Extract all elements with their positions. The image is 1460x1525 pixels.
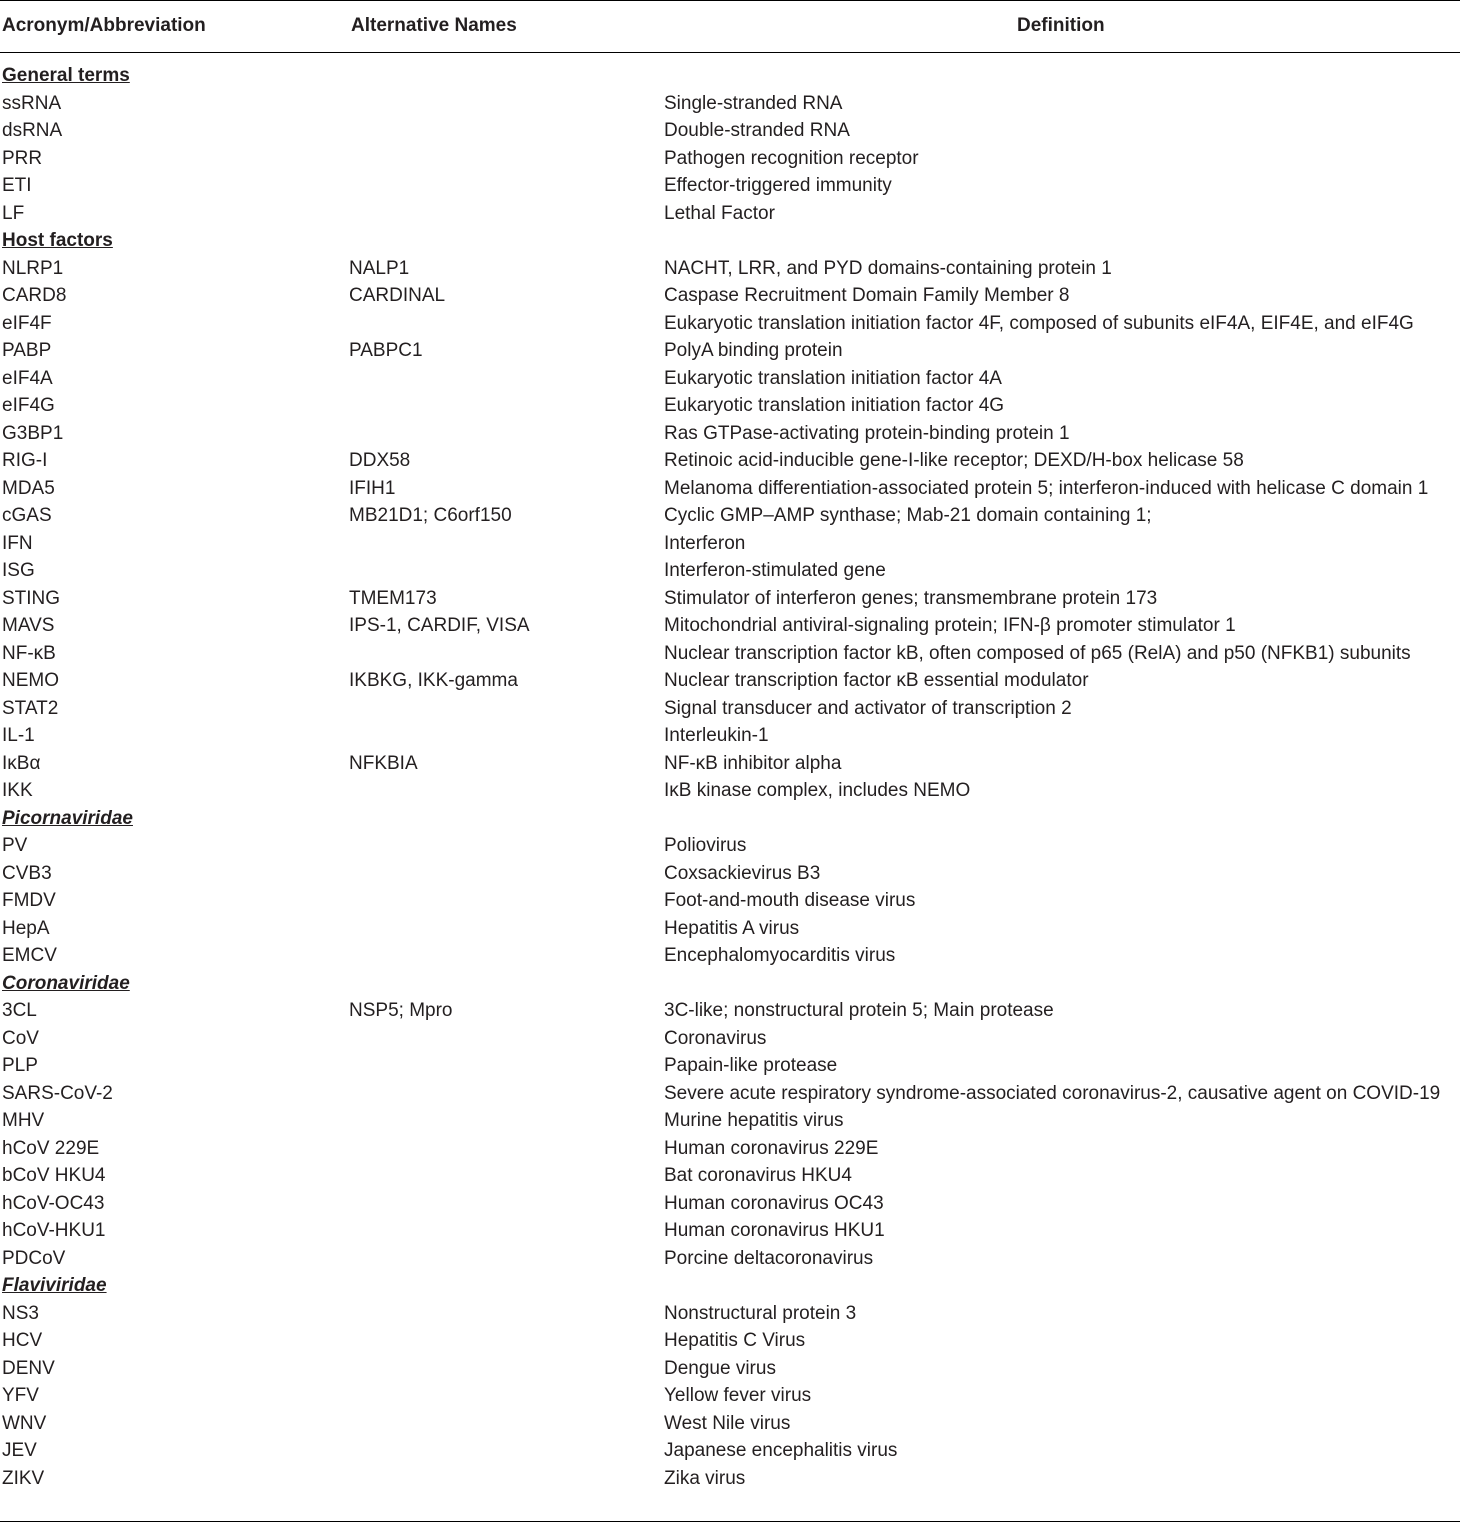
section-heading: General terms bbox=[2, 65, 130, 86]
section-heading: Coronaviridae bbox=[2, 972, 130, 994]
table-row bbox=[0, 915, 1460, 943]
definition-cell: Japanese encephalitis virus bbox=[664, 1440, 898, 1461]
definition-cell: West Nile virus bbox=[664, 1412, 791, 1434]
acronym-cell: CVB3 bbox=[2, 862, 52, 884]
acronym-cell: 3CL bbox=[2, 1000, 37, 1021]
table-row bbox=[0, 1327, 1460, 1355]
acronym-cell: PRR bbox=[2, 147, 43, 169]
table-row bbox=[0, 1135, 1460, 1163]
alternative-names-cell: MB21D1; C6orf150 bbox=[349, 505, 512, 526]
header-acronym: Acronym/Abbreviation bbox=[2, 15, 206, 36]
definition-cell: Severe acute respiratory syndrome-associated coronavirus-2, causative agent on COVID-19 bbox=[664, 1082, 1441, 1104]
definition-cell: Encephalomyocarditis virus bbox=[664, 945, 896, 966]
table-row bbox=[0, 612, 1460, 640]
section-heading-row bbox=[0, 970, 1460, 998]
acronym-cell: NLRP1 bbox=[2, 257, 64, 279]
acronym-cell: LF bbox=[2, 202, 25, 224]
table-row bbox=[0, 117, 1460, 145]
acronym-cell: bCoV HKU4 bbox=[2, 1165, 106, 1186]
table-row bbox=[0, 200, 1460, 228]
definition-cell: Eukaryotic translation initiation factor 4A bbox=[664, 367, 1002, 389]
header-alternative-names: Alternative Names bbox=[351, 15, 517, 36]
table-header bbox=[0, 0, 1460, 52]
table-row bbox=[0, 557, 1460, 585]
table-row bbox=[0, 1217, 1460, 1245]
definition-cell: Nonstructural protein 3 bbox=[664, 1302, 857, 1324]
definition-cell: Eukaryotic translation initiation factor 4G bbox=[664, 395, 1005, 416]
definition-cell: Dengue virus bbox=[664, 1357, 776, 1379]
acronym-cell: CARD8 bbox=[2, 285, 67, 306]
acronym-cell: G3BP1 bbox=[2, 422, 64, 444]
table-row bbox=[0, 420, 1460, 448]
acronym-cell: FMDV bbox=[2, 890, 56, 911]
definition-cell: Nuclear transcription factor κB essential modulator bbox=[664, 670, 1089, 691]
section-heading-row bbox=[0, 62, 1460, 90]
definition-cell: Pathogen recognition receptor bbox=[664, 147, 919, 169]
acronym-cell: ETI bbox=[2, 175, 32, 196]
alternative-names-cell: NFKBIA bbox=[349, 752, 418, 774]
acronym-cell: eIF4G bbox=[2, 395, 55, 416]
acronym-cell: dsRNA bbox=[2, 120, 63, 141]
alternative-names-cell: DDX58 bbox=[349, 450, 411, 471]
definition-cell: Interleukin-1 bbox=[664, 725, 769, 746]
table-row bbox=[0, 860, 1460, 888]
acronym-cell: hCoV 229E bbox=[2, 1137, 100, 1159]
acronym-cell: MAVS bbox=[2, 615, 55, 636]
acronym-cell: eIF4F bbox=[2, 312, 52, 334]
alternative-names-cell: PABPC1 bbox=[349, 340, 423, 361]
acronym-cell: NF-κB bbox=[2, 642, 56, 664]
table-row bbox=[0, 1300, 1460, 1328]
definition-cell: Zika virus bbox=[664, 1467, 746, 1489]
table-body bbox=[0, 62, 1460, 1492]
acronym-cell: NEMO bbox=[2, 670, 59, 691]
table-row bbox=[0, 640, 1460, 668]
acronym-cell: PDCoV bbox=[2, 1247, 66, 1269]
table-row bbox=[0, 1080, 1460, 1108]
acronym-cell: IL-1 bbox=[2, 725, 35, 746]
acronym-cell: HepA bbox=[2, 917, 50, 939]
acronym-cell: IFN bbox=[2, 532, 33, 554]
table-row bbox=[0, 667, 1460, 695]
table-row bbox=[0, 1162, 1460, 1190]
acronym-cell: DENV bbox=[2, 1357, 55, 1379]
section-heading: Flaviviridae bbox=[2, 1275, 107, 1296]
acronym-cell: ssRNA bbox=[2, 92, 62, 114]
table-row bbox=[0, 90, 1460, 118]
definition-cell: Ras GTPase-activating protein-binding protein 1 bbox=[664, 422, 1070, 444]
table-row bbox=[0, 1052, 1460, 1080]
acronym-cell: SARS-CoV-2 bbox=[2, 1082, 113, 1104]
acronym-cell: HCV bbox=[2, 1330, 43, 1351]
table-row bbox=[0, 1025, 1460, 1053]
table-row bbox=[0, 447, 1460, 475]
definition-cell: Hepatitis C Virus bbox=[664, 1330, 806, 1351]
table-row bbox=[0, 695, 1460, 723]
table-row bbox=[0, 337, 1460, 365]
alternative-names-cell: NALP1 bbox=[349, 257, 410, 279]
definition-cell: 3C-like; nonstructural protein 5; Main protease bbox=[664, 1000, 1054, 1021]
table-row bbox=[0, 255, 1460, 283]
table-row bbox=[0, 502, 1460, 530]
acronym-cell: RIG-I bbox=[2, 450, 48, 471]
table-row bbox=[0, 942, 1460, 970]
definition-cell: Coronavirus bbox=[664, 1027, 767, 1049]
definition-cell: Stimulator of interferon genes; transmembrane protein 173 bbox=[664, 587, 1158, 609]
definition-cell: Effector-triggered immunity bbox=[664, 175, 892, 196]
section-heading-row bbox=[0, 805, 1460, 833]
definition-cell: Retinoic acid-inducible gene-I-like receptor; DEXD/H-box helicase 58 bbox=[664, 450, 1244, 471]
definition-cell: Signal transducer and activator of transcription 2 bbox=[664, 697, 1072, 719]
table-row bbox=[0, 530, 1460, 558]
table-row bbox=[0, 585, 1460, 613]
section-heading: Host factors bbox=[2, 230, 113, 251]
definition-cell: Eukaryotic translation initiation factor 4F, composed of subunits eIF4A, EIF4E, and eIF4G bbox=[664, 312, 1414, 334]
section-heading-row bbox=[0, 227, 1460, 255]
table-row bbox=[0, 310, 1460, 338]
table-row bbox=[0, 392, 1460, 420]
table-row bbox=[0, 722, 1460, 750]
definition-cell: Melanoma differentiation-associated protein 5; interferon-induced with helicase C domain 1 bbox=[664, 477, 1429, 499]
alternative-names-cell: TMEM173 bbox=[349, 587, 437, 609]
definition-cell: Yellow fever virus bbox=[664, 1385, 812, 1406]
definition-cell: Foot-and-mouth disease virus bbox=[664, 890, 916, 911]
alternative-names-cell: NSP5; Mpro bbox=[349, 1000, 453, 1021]
definition-cell: Nuclear transcription factor kB, often composed of p65 (RelA) and p50 (NFKB1) subunits bbox=[664, 642, 1411, 664]
header-rule bbox=[0, 52, 1460, 53]
table-row bbox=[0, 1245, 1460, 1273]
acronym-cell: EMCV bbox=[2, 945, 57, 966]
alternative-names-cell: IFIH1 bbox=[349, 477, 396, 499]
table-row bbox=[0, 1107, 1460, 1135]
definition-cell: Papain-like protease bbox=[664, 1055, 838, 1076]
table-bottom-rule bbox=[0, 1521, 1460, 1522]
acronym-cell: JEV bbox=[2, 1440, 37, 1461]
acronym-cell: YFV bbox=[2, 1385, 39, 1406]
alternative-names-cell: IKBKG, IKK-gamma bbox=[349, 670, 518, 691]
acronym-cell: NS3 bbox=[2, 1302, 39, 1324]
table-row bbox=[0, 1437, 1460, 1465]
acronym-cell: cGAS bbox=[2, 505, 52, 526]
table-row bbox=[0, 750, 1460, 778]
definition-cell: Mitochondrial antiviral-signaling protein; IFN-β promoter stimulator 1 bbox=[664, 615, 1236, 636]
acronym-cell: PV bbox=[2, 835, 28, 856]
table-row bbox=[0, 1465, 1460, 1493]
table-row bbox=[0, 832, 1460, 860]
definition-cell: Caspase Recruitment Domain Family Member 8 bbox=[664, 285, 1070, 306]
definition-cell: Porcine deltacoronavirus bbox=[664, 1247, 874, 1269]
definition-cell: Human coronavirus HKU1 bbox=[664, 1220, 885, 1241]
section-heading-row bbox=[0, 1272, 1460, 1300]
table-row bbox=[0, 997, 1460, 1025]
section-heading: Picornaviridae bbox=[2, 807, 133, 829]
table-row bbox=[0, 475, 1460, 503]
acronym-cell: PABP bbox=[2, 340, 52, 361]
definition-cell: Single-stranded RNA bbox=[664, 92, 843, 114]
table-row bbox=[0, 1382, 1460, 1410]
acronym-cell: eIF4A bbox=[2, 367, 53, 389]
definition-cell: Double-stranded RNA bbox=[664, 120, 850, 141]
acronym-cell: ZIKV bbox=[2, 1467, 45, 1489]
acronym-cell: ISG bbox=[2, 560, 35, 581]
acronym-cell: hCoV-OC43 bbox=[2, 1192, 105, 1214]
acronym-cell: IKK bbox=[2, 780, 33, 801]
acronym-cell: PLP bbox=[2, 1055, 38, 1076]
acronym-cell: hCoV-HKU1 bbox=[2, 1220, 106, 1241]
definition-cell: Human coronavirus OC43 bbox=[664, 1192, 884, 1214]
definition-cell: Interferon bbox=[664, 532, 746, 554]
acronym-cell: MHV bbox=[2, 1110, 45, 1131]
definition-cell: Bat coronavirus HKU4 bbox=[664, 1165, 852, 1186]
definition-cell: PolyA binding protein bbox=[664, 340, 843, 361]
definition-cell: Coxsackievirus B3 bbox=[664, 862, 821, 884]
definition-cell: Interferon-stimulated gene bbox=[664, 560, 886, 581]
table-row bbox=[0, 777, 1460, 805]
acronym-cell: STING bbox=[2, 587, 61, 609]
table-row bbox=[0, 1190, 1460, 1218]
table-row bbox=[0, 887, 1460, 915]
acronym-cell: STAT2 bbox=[2, 697, 59, 719]
acronym-cell: MDA5 bbox=[2, 477, 55, 499]
definition-cell: Hepatitis A virus bbox=[664, 917, 800, 939]
definition-cell: Cyclic GMP–AMP synthase; Mab-21 domain containing 1; bbox=[664, 505, 1152, 526]
alternative-names-cell: IPS-1, CARDIF, VISA bbox=[349, 615, 530, 636]
table-row bbox=[0, 282, 1460, 310]
alternative-names-cell: CARDINAL bbox=[349, 285, 446, 306]
definition-cell: Human coronavirus 229E bbox=[664, 1137, 879, 1159]
table-row bbox=[0, 1410, 1460, 1438]
table-row bbox=[0, 145, 1460, 173]
definition-cell: Lethal Factor bbox=[664, 202, 775, 224]
definition-cell: Murine hepatitis virus bbox=[664, 1110, 844, 1131]
acronym-cell: WNV bbox=[2, 1412, 47, 1434]
table-row bbox=[0, 365, 1460, 393]
definition-cell: NACHT, LRR, and PYD domains-containing protein 1 bbox=[664, 257, 1112, 279]
table-row bbox=[0, 1355, 1460, 1383]
acronym-cell: CoV bbox=[2, 1027, 39, 1049]
definition-cell: IκB kinase complex, includes NEMO bbox=[664, 780, 971, 801]
definition-cell: NF-κB inhibitor alpha bbox=[664, 752, 842, 774]
definition-cell: Poliovirus bbox=[664, 835, 747, 856]
table-row bbox=[0, 172, 1460, 200]
acronym-cell: IκBα bbox=[2, 752, 41, 774]
header-definition: Definition bbox=[1017, 15, 1105, 36]
